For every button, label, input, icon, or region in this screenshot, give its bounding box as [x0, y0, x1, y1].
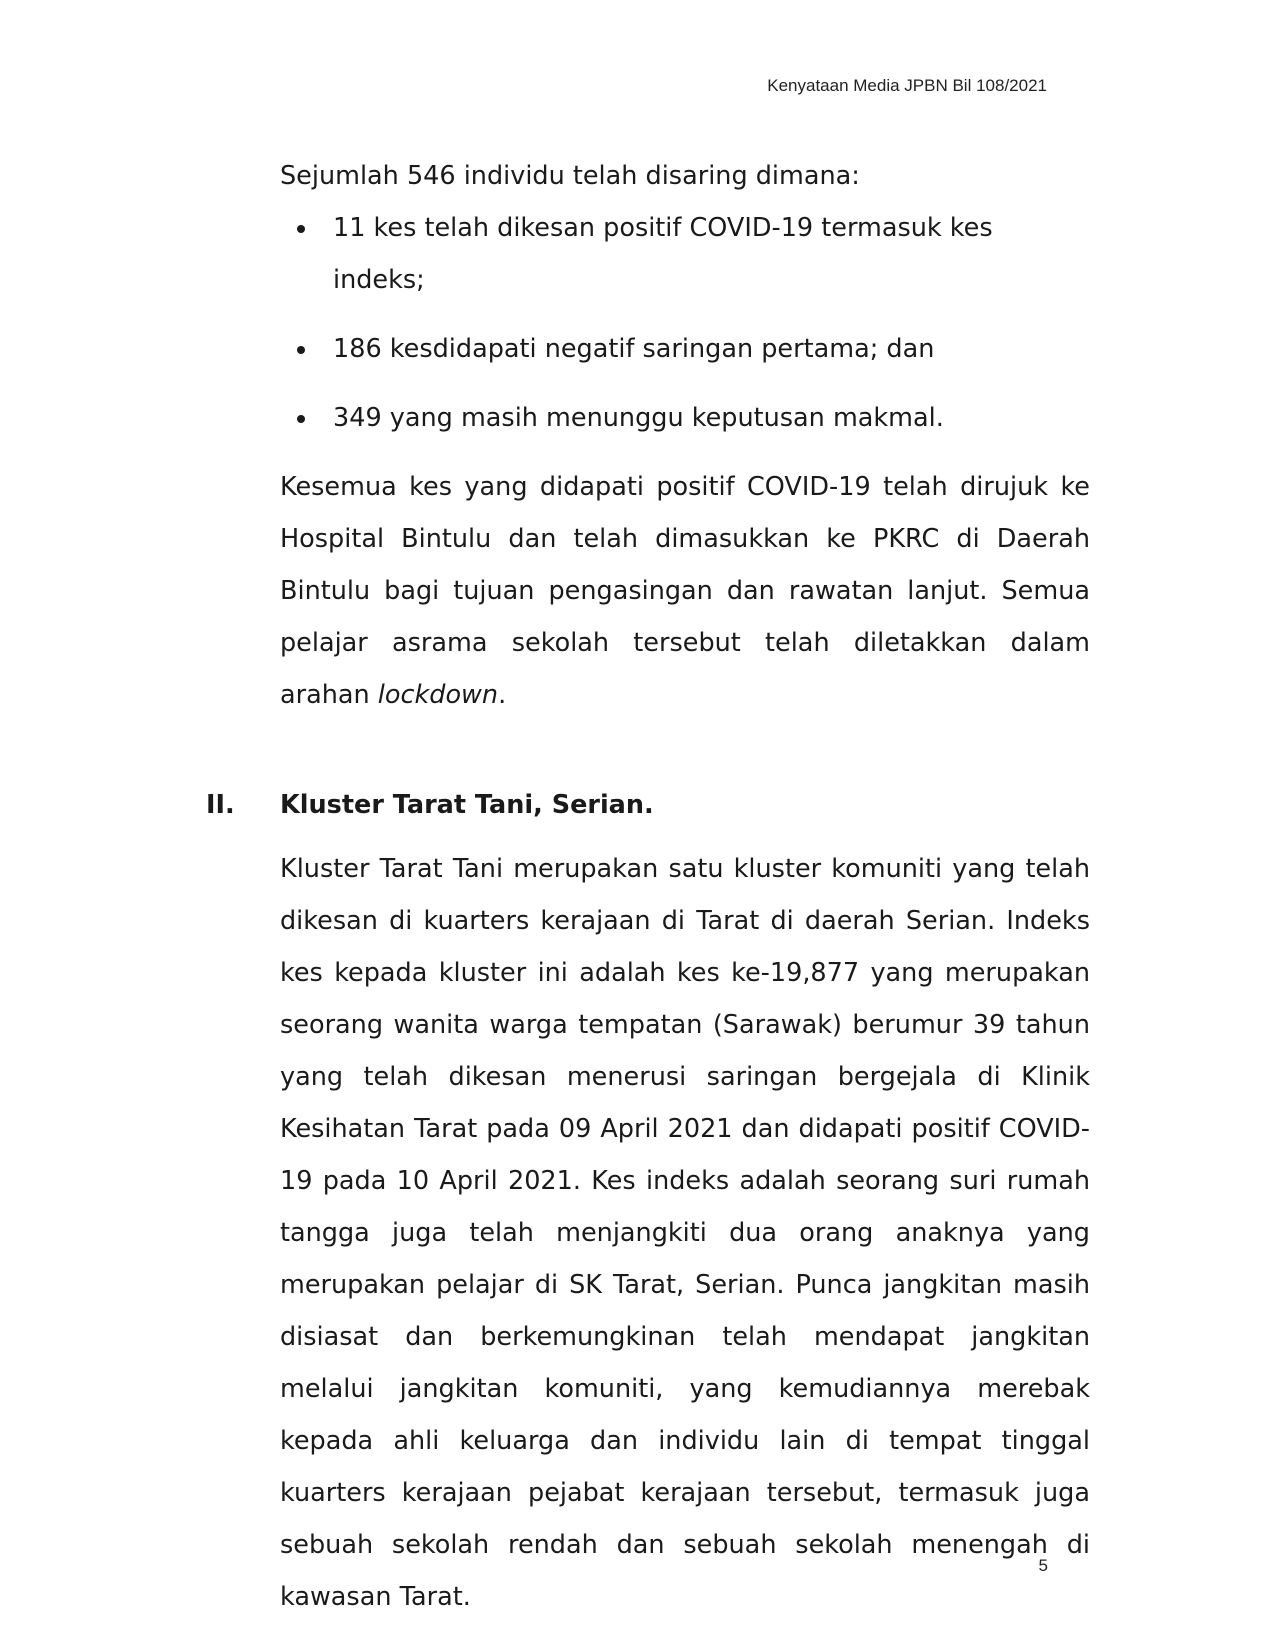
followup-italic-term: lockdown — [377, 680, 499, 710]
screening-intro: Sejumlah 546 individu telah disaring dimana: — [280, 161, 860, 191]
section-number: II. — [206, 790, 235, 820]
bullet-icon — [297, 415, 305, 423]
list-item-text: 11 kes telah dikesan positif COVID-19 termasuk kes indeks; — [333, 213, 993, 295]
document-header-reference: Kenyataan Media JPBN Bil 108/2021 — [767, 76, 1047, 95]
list-item — [280, 323, 1090, 375]
screening-results-list — [280, 202, 1090, 444]
list-item — [280, 392, 1090, 444]
list-item-text: 349 yang masih menunggu keputusan makmal. — [333, 403, 944, 433]
followup-text: Kesemua kes yang didapati positif COVID-19 telah dirujuk ke Hospital Bintulu dan telah dimasukkan ke PKRC di Daerah Bintulu bagi tujuan pengasingan dan rawatan lanjut. Semua pelajar asrama sekolah tersebut telah diletakkan dalam arahan — [280, 472, 1090, 710]
section-heading — [206, 779, 1090, 831]
bullet-icon — [297, 346, 305, 354]
followup-paragraph — [280, 461, 1090, 721]
page-number: 5 — [1038, 1556, 1048, 1575]
section-title: Kluster Tarat Tani, Serian. — [280, 790, 654, 820]
bullet-icon — [297, 225, 305, 233]
followup-end: . — [498, 680, 507, 710]
section-body-paragraph: Kluster Tarat Tani merupakan satu kluster komuniti yang telah dikesan di kuarters kerajaan di Tarat di daerah Serian. Indeks kes kepada kluster ini adalah kes ke-19,877 yang merupakan seorang wanita warga tempatan (Sarawak) berumur 39 tahun yang telah dikesan menerusi saringan bergejala di Klinik Kesihatan Tarat pada 09 April 2021 dan didapati positif COVID-19 pada 10 April 2021. Kes indeks adalah seorang suri rumah tangga juga telah menjangkiti dua orang anaknya yang merupakan pelajar di SK Tarat, Serian. Punca jangkitan masih disiasat dan berkemungkinan telah mendapat jangkitan melalui jangkitan komuniti, yang kemudiannya merebak kepada ahli keluarga dan individu lain di tempat tinggal kuarters kerajaan pejabat kerajaan tersebut, termasuk juga sebuah sekolah rendah dan sebuah sekolah menengah di kawasan Tarat. — [280, 854, 1090, 1612]
document-body — [206, 150, 1090, 1623]
list-item-text: 186 kesdidapati negatif saringan pertama; dan — [333, 334, 935, 364]
list-item — [280, 202, 1090, 306]
